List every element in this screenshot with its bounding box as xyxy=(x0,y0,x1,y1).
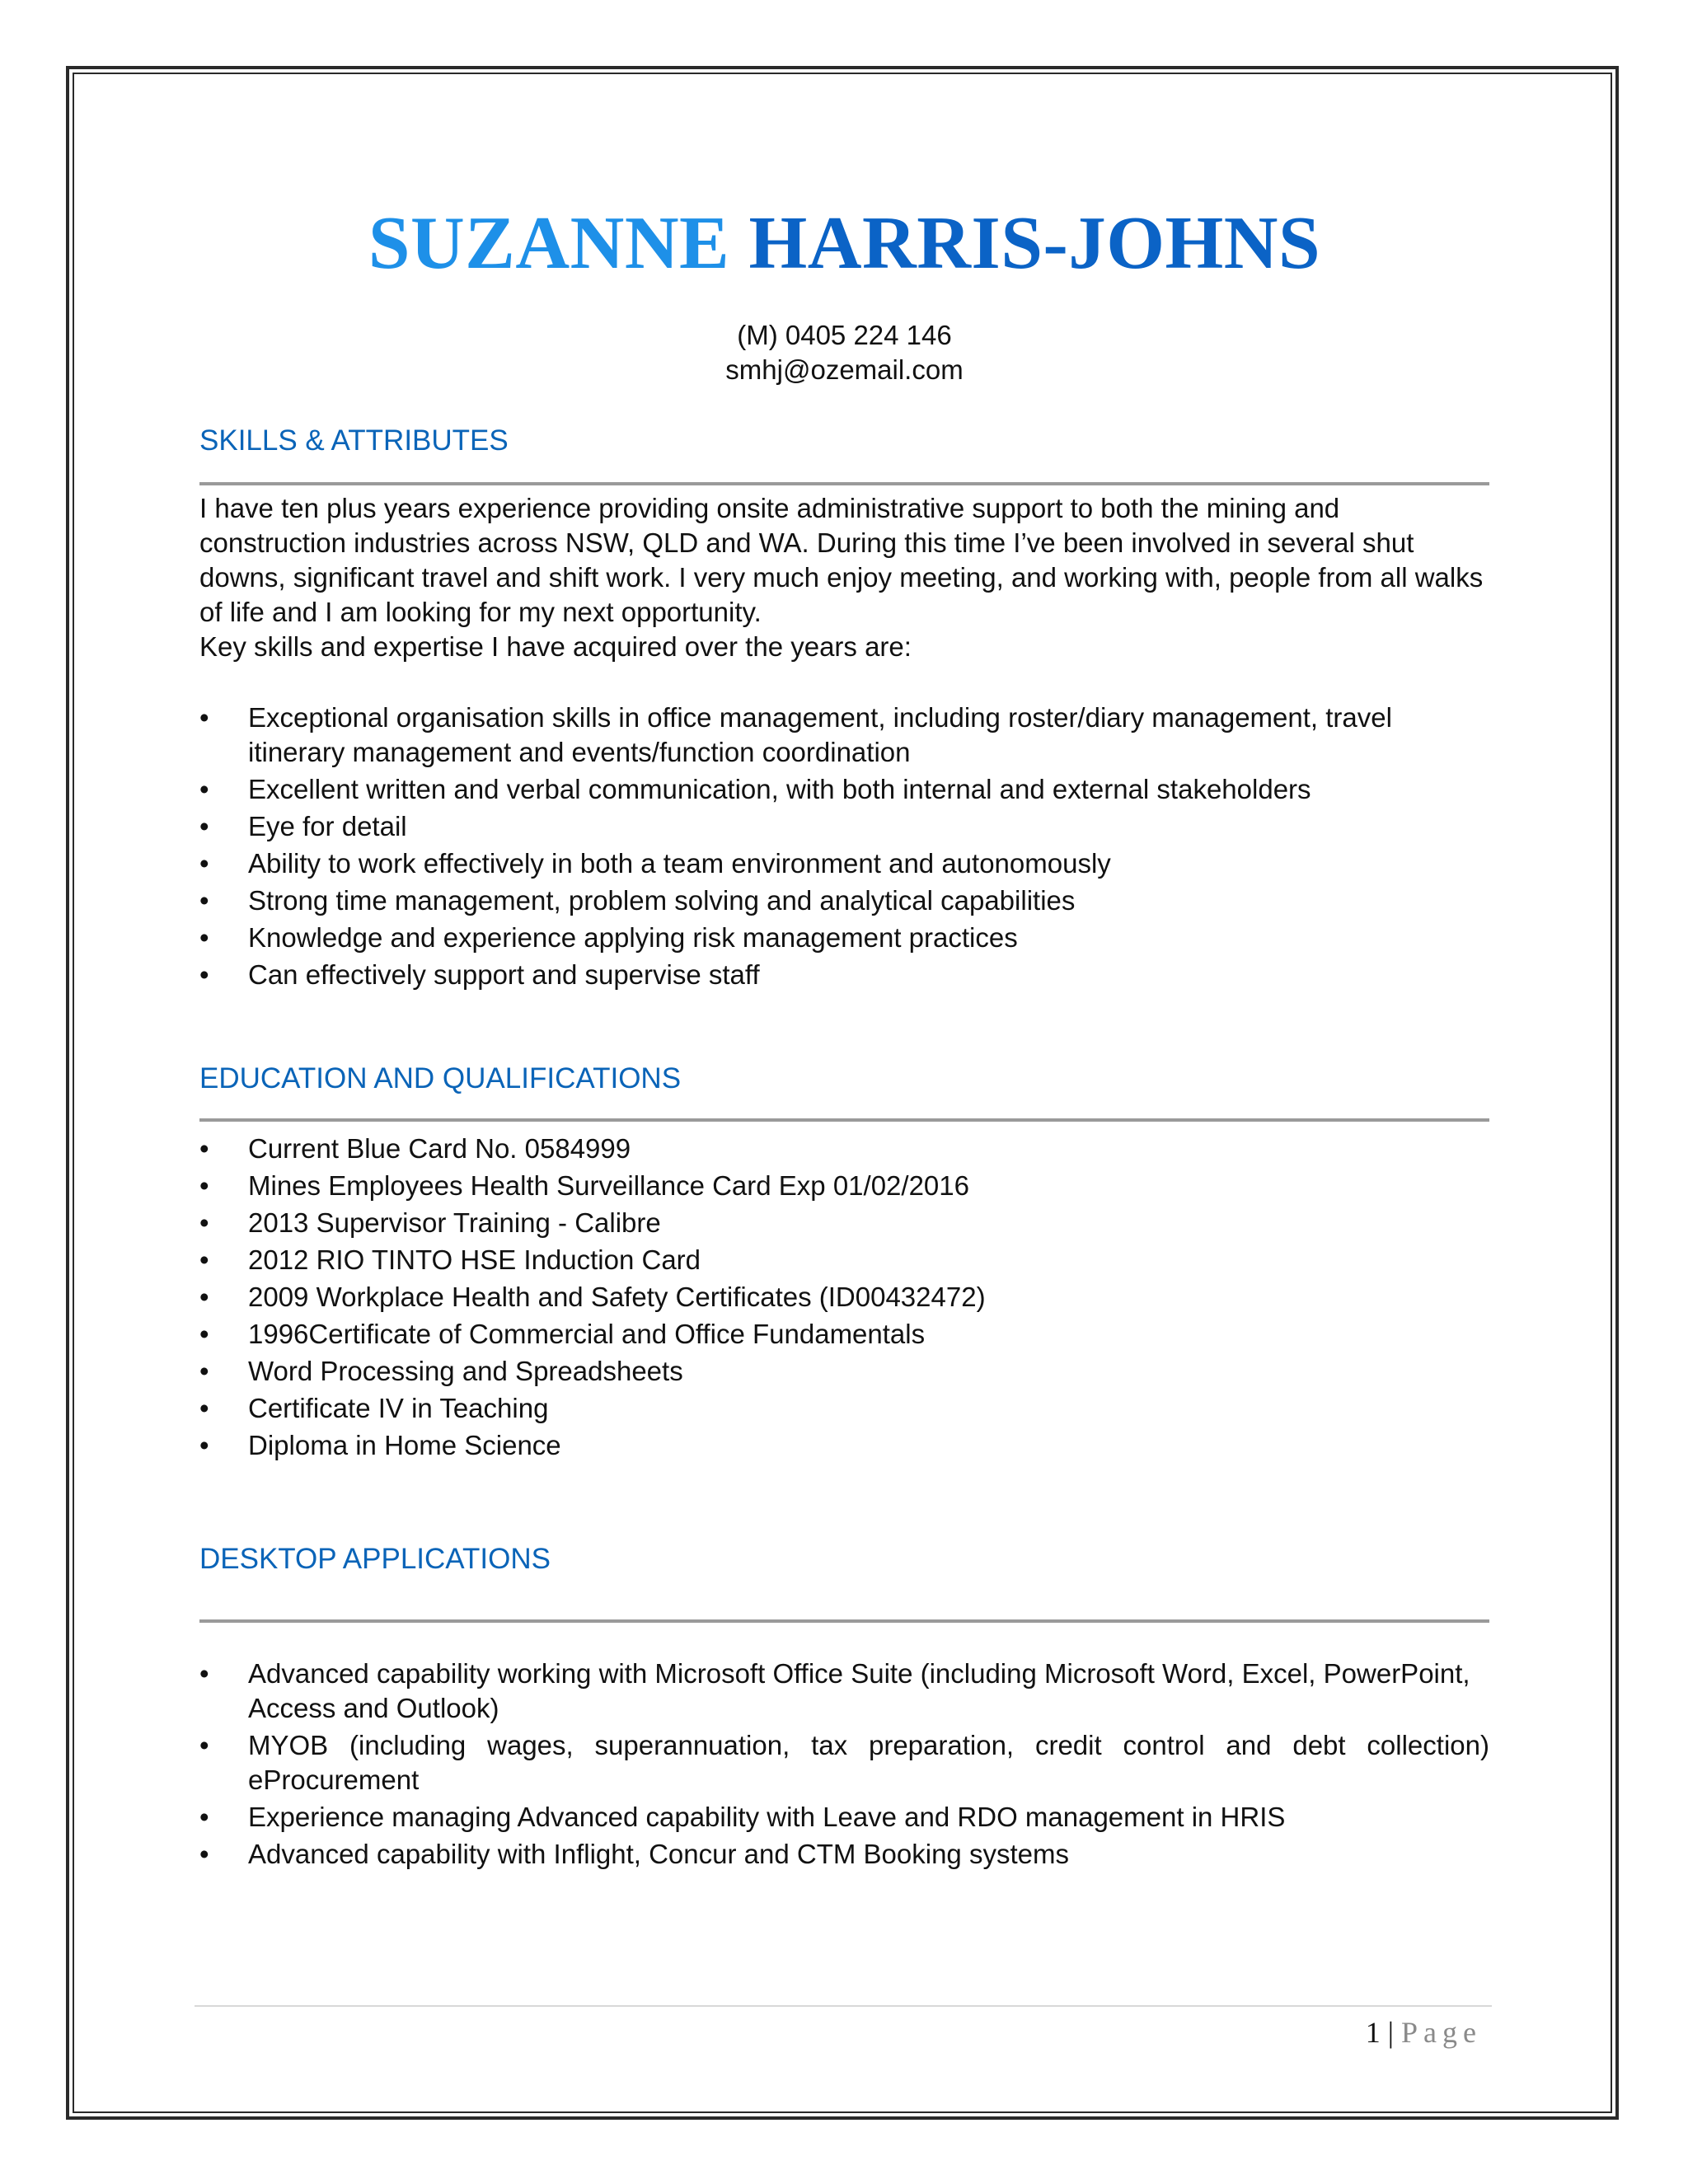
list-item-text: Exceptional organisation skills in office management, including roster/diary management, travel itinerary management and events/function coordination xyxy=(248,702,1392,767)
list-item xyxy=(199,1280,1489,1315)
page-separator: | xyxy=(1387,2016,1395,2049)
bullet-icon: • xyxy=(199,1244,209,1275)
list-item xyxy=(199,809,1489,844)
bullet-icon: • xyxy=(199,959,209,990)
candidate-name xyxy=(199,198,1489,288)
list-item-text: Advanced capability with Inflight, Concur and CTM Booking systems xyxy=(248,1839,1069,1869)
list-item-text: Diploma in Home Science xyxy=(248,1430,561,1460)
list-item xyxy=(199,1728,1489,1797)
bullet-icon: • xyxy=(199,1802,209,1832)
section-title-skills: SKILLS & ATTRIBUTES xyxy=(199,424,509,457)
list-item-text: Current Blue Card No. 0584999 xyxy=(248,1133,631,1164)
list-item xyxy=(199,1132,1489,1166)
list-item xyxy=(199,1354,1489,1389)
email-address: smhj@ozemail.com xyxy=(725,354,964,385)
list-item xyxy=(199,1206,1489,1240)
list-item xyxy=(199,1837,1489,1872)
list-item xyxy=(199,1243,1489,1277)
bullet-icon: • xyxy=(199,885,209,916)
section-divider-desktop xyxy=(199,1619,1489,1623)
list-item xyxy=(199,1428,1489,1463)
bullet-icon: • xyxy=(199,1170,209,1201)
list-item xyxy=(199,1317,1489,1352)
list-item-text: Strong time management, problem solving and analytical capabilities xyxy=(248,885,1076,916)
list-item xyxy=(199,921,1489,955)
bullet-icon: • xyxy=(199,1658,209,1689)
desktop-list xyxy=(199,1657,1489,1874)
list-item xyxy=(199,1391,1489,1426)
bullet-icon: • xyxy=(199,1282,209,1312)
list-item xyxy=(199,958,1489,992)
list-item-text: Can effectively support and supervise staff xyxy=(248,959,760,990)
list-item-text: 2013 Supervisor Training - Calibre xyxy=(248,1207,661,1238)
skills-intro: I have ten plus years experience providing onsite administrative support to both the mining and construction industries across NSW, QLD and WA. During this time I’ve been involved in several shut downs, significant travel and shift work. I very much enjoy meeting, and working with, people from all walks of life and I am looking for my next opportunity. xyxy=(199,493,1484,627)
list-item-text: Experience managing Advanced capability with Leave and RDO management in HRIS xyxy=(248,1802,1286,1832)
list-item-text: Advanced capability working with Microsoft Office Suite (including Microsoft Word, Excel, PowerPoint, Access and Outlook) xyxy=(248,1658,1470,1723)
list-item xyxy=(199,883,1489,918)
section-divider-skills xyxy=(199,482,1489,485)
list-item xyxy=(199,701,1489,770)
bullet-icon: • xyxy=(199,922,209,953)
last-name: HARRIS-JOHNS xyxy=(748,201,1321,284)
bullet-icon: • xyxy=(199,811,209,841)
bullet-icon: • xyxy=(199,1356,209,1386)
list-item xyxy=(199,1800,1489,1835)
section-divider-education xyxy=(199,1118,1489,1122)
list-item-text: Mines Employees Health Surveillance Card Exp 01/02/2016 xyxy=(248,1170,969,1201)
bullet-icon: • xyxy=(199,702,209,733)
bullet-icon: • xyxy=(199,1430,209,1460)
list-item-text: Certificate IV in Teaching xyxy=(248,1393,549,1423)
skills-list xyxy=(199,701,1489,995)
phone-number: (M) 0405 224 146 xyxy=(737,320,952,350)
bullet-icon: • xyxy=(199,1393,209,1423)
list-item-text: 1996Certificate of Commercial and Office Fundamentals xyxy=(248,1319,926,1349)
list-item xyxy=(199,1657,1489,1726)
list-item-text: Eye for detail xyxy=(248,811,407,841)
list-item xyxy=(199,772,1489,807)
list-item-text: Ability to work effectively in both a team environment and autonomously xyxy=(248,848,1111,879)
bullet-icon: • xyxy=(199,1207,209,1238)
first-name: SUZANNE xyxy=(368,201,730,284)
footer-divider xyxy=(195,2005,1492,2007)
list-item-text: Excellent written and verbal communication, with both internal and external stakeholders xyxy=(248,774,1311,804)
bullet-icon: • xyxy=(199,774,209,804)
list-item xyxy=(199,846,1489,881)
section-title-education: EDUCATION AND QUALIFICATIONS xyxy=(199,1062,682,1094)
skills-lead: Key skills and expertise I have acquired over the years are: xyxy=(199,631,912,662)
bullet-icon: • xyxy=(199,1319,209,1349)
list-item-text: Knowledge and experience applying risk management practices xyxy=(248,922,1018,953)
page-label: Page xyxy=(1401,2016,1482,2049)
bullet-icon: • xyxy=(199,1839,209,1869)
page-footer xyxy=(1366,2014,1482,2050)
list-item-text: Word Processing and Spreadsheets xyxy=(248,1356,683,1386)
list-item xyxy=(199,1169,1489,1203)
list-item-text: MYOB (including wages, superannuation, tax preparation, credit control and debt collection) eProcurement xyxy=(248,1730,1489,1795)
page-number: 1 xyxy=(1365,2016,1381,2049)
education-list xyxy=(199,1132,1489,1465)
list-item-text: 2012 RIO TINTO HSE Induction Card xyxy=(248,1244,701,1275)
bullet-icon: • xyxy=(199,1730,209,1760)
list-item-text: 2009 Workplace Health and Safety Certificates (ID00432472) xyxy=(248,1282,986,1312)
bullet-icon: • xyxy=(199,848,209,879)
bullet-icon: • xyxy=(199,1133,209,1164)
section-title-desktop: DESKTOP APPLICATIONS xyxy=(199,1543,551,1575)
